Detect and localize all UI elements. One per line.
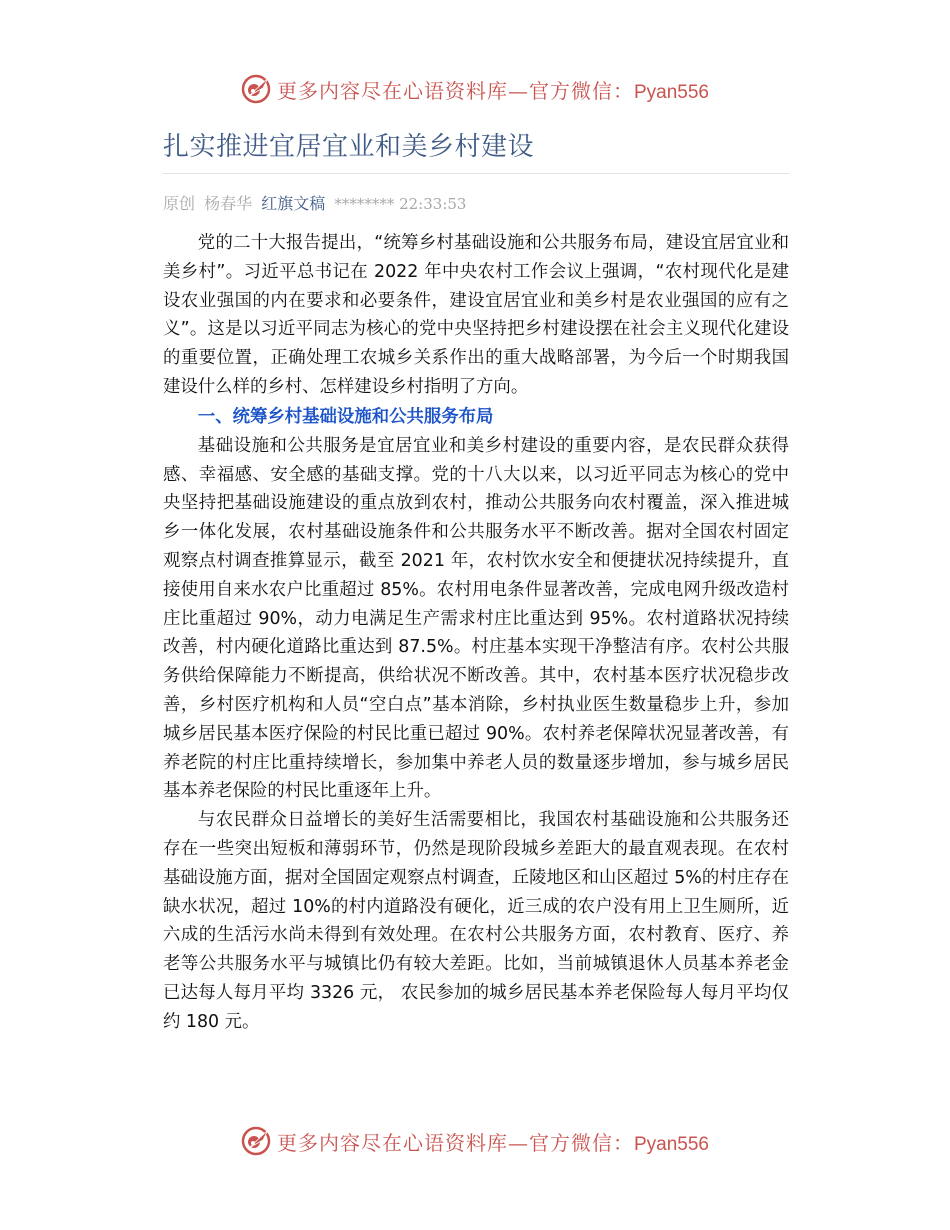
watermark-banner-top (0, 69, 950, 109)
section-paragraph: 基础设施和公共服务是宜居宜业和美乡村建设的重要内容，是农民群众获得感、幸福感、安全感的基础支撑。党的十八大以来，以习近平同志为核心的党中央坚持把基础设施建设的重点放到农村，推动公共服务向农村覆盖，深入推进城乡一体化发展，农村基础设施条件和公共服务水平不断改善。据对全国农村固定观察点村调查推算显示，截至 2021 年，农村饮水安全和便捷状况持续提升，直接使用自来水农户比重超过 85%。农村用电条件显著改善，完成电网升级改造村庄比重超过 90%，动力电满足生产需求村庄比重达到 95%。农村道路状况持续改善，村内硬化道路比重达到 87.5%。村庄基本实现干净整洁有序。农村公共服务供给保障能力不断提高，供给状况不断改善。其中，农村基本医疗状况稳步改善，乡村医疗机构和人员“空白点”基本消除，乡村执业医生数量稳步上升，参加城乡居民基本医疗保险的村民比重已超过 90%。农村养老保障状况显著改善，有养老院的村庄比重持续增长，参加集中养老人员的数量逐步增加，参与城乡居民基本养老保险的村民比重逐年上升。 (163, 435, 789, 802)
article-title: 扎实推进宜居宜业和美乡村建设 (163, 132, 535, 162)
article-body (163, 229, 789, 1037)
title-divider (163, 173, 789, 174)
article-datetime: ******** 22:33:53 (334, 195, 467, 213)
watermark-text: 更多内容尽在心语资料库—官方微信：Pyan556 (276, 78, 709, 103)
wechat-id: Pyan556 (633, 1133, 709, 1155)
quill-logo-icon (241, 74, 271, 104)
article-author: 杨春华 (204, 194, 253, 213)
intro-paragraph: 党的二十大报告提出，“统筹乡村基础设施和公共服务布局，建设宜居宜业和美乡村”。习近平总书记在 2022 年中央农村工作会议上强调，“农村现代化是建设农业强国的内在要求和必要条件，建设宜居宜业和美乡村是农业强国的应有之义”。这是以习近平同志为核心的党中央坚持把乡村建设摆在社会主义现代化建设的重要位置，正确处理工农城乡关系作出的重大战略部署，为今后一个时期我国建设什么样的乡村、怎样建设乡村指明了方向。 (163, 233, 789, 397)
section-heading: 一、统筹乡村基础设施和公共服务布局 (197, 406, 494, 427)
watermark-text: 更多内容尽在心语资料库—官方微信：Pyan556 (276, 1130, 709, 1155)
article-type: 原创 (163, 194, 196, 213)
watermark-banner-bottom (0, 1121, 950, 1161)
quill-logo-icon (241, 1126, 271, 1156)
article-meta (163, 191, 470, 214)
article-source-link[interactable]: 红旗文稿 (261, 194, 326, 213)
section-paragraph: 与农民群众日益增长的美好生活需要相比，我国农村基础设施和公共服务还存在一些突出短板和薄弱环节，仍然是现阶段城乡差距大的最直观表现。在农村基础设施方面，据对全国固定观察点村调查，丘陵地区和山区超过 5%的村庄存在缺水状况，超过 10%的村内道路没有硬化，近三成的农户没有用上卫生厕所，近六成的生活污水尚未得到有效处理。在农村公共服务方面，农村教育、医疗、养老等公共服务水平与城镇比仍有较大差距。比如，当前城镇退休人员基本养老金已达每人每月平均 3326 元， 农民参加的城乡居民基本养老保险每人每月平均仅约 180 元。 (163, 810, 789, 1032)
wechat-id: Pyan556 (633, 81, 709, 103)
